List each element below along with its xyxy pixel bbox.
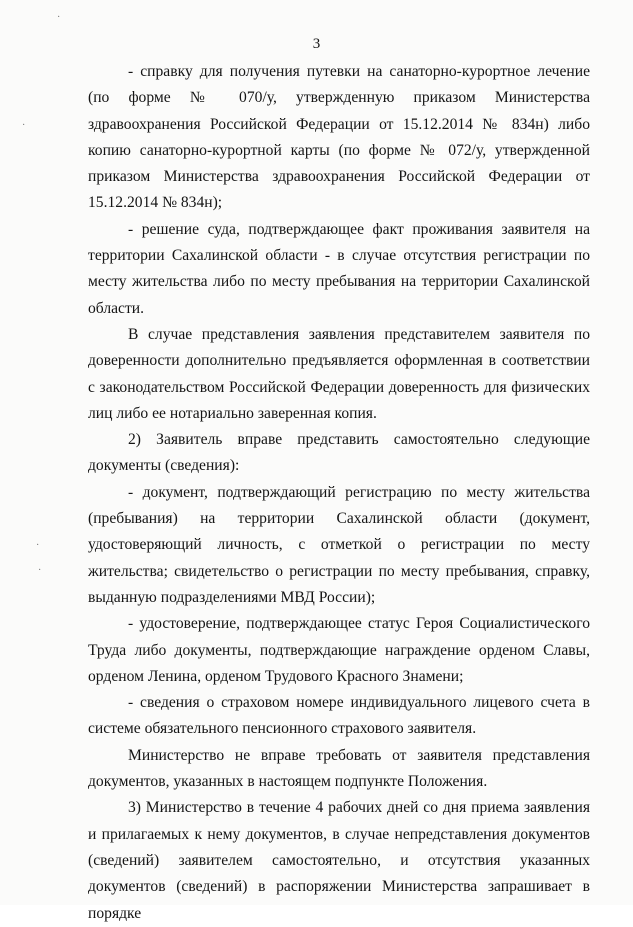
paragraph: - удостоверение, подтверждающее статус Героя Социалистического Труда либо документы, подтверждающие награждение орденом Славы, орденом Ленина, орденом Трудового Красного Знамени;	[88, 615, 590, 685]
paragraph: В случае представления заявления представителем заявителя по доверенности дополнительно предъявляется оформленная в соответствии с законодательством Российской Федерации доверенность для физических лиц либо ее нотариально заверенная копия.	[88, 325, 590, 422]
scan-speck: ·	[38, 565, 42, 576]
page-number: 3	[312, 36, 321, 52]
paragraph: Министерство не вправе требовать от заявителя представления документов, указанных в настоящем подпункте Положения.	[88, 746, 590, 791]
paragraph: - документ, подтверждающий регистрацию по месту жительства (пребывания) на территории Сахалинской области (документ, удостоверяющий личность, с отметкой о регистрации по месту жительства; свидетельство о регистрации по месту пребывания, справку, выданную подразделениями МВД России);	[88, 483, 590, 606]
scan-speck: ·	[22, 120, 26, 131]
paragraph: 3) Министерство в течение 4 рабочих дней со дня приема заявления и прилагаемых к нему документов, в случае непредставления документов (сведений) заявителем самостоятельно, и отсутствия указанных документов (сведений) в распоряжении Министерства запрашивает в порядке	[88, 799, 590, 922]
paragraph: 2) Заявитель вправе представить самостоятельно следующие документы (сведения):	[88, 431, 590, 475]
scan-speck: ·	[36, 540, 40, 551]
paragraph: - сведения о страховом номере индивидуального лицевого счета в системе обязательного пенсионного страхового заявителя.	[88, 694, 590, 738]
scan-speck: ·	[57, 12, 61, 23]
document-body	[88, 59, 590, 927]
paragraph: - решение суда, подтверждающее факт проживания заявителя на территории Сахалинской области - в случае отсутствия регистрации по месту жительства либо по месту пребывания на территории Сахалинской области.	[88, 220, 590, 317]
paragraph: - справку для получения путевки на санаторно-курортное лечение (по форме № 070/у, утвержденную приказом Министерства здравоохранения Российской Федерации от 15.12.2014 № 834н) либо копию санаторно-курортной карты (по форме № 072/у, утвержденной приказом Министерства здравоохранения Российской Федерации от 15.12.2014 № 834н);	[88, 63, 590, 212]
